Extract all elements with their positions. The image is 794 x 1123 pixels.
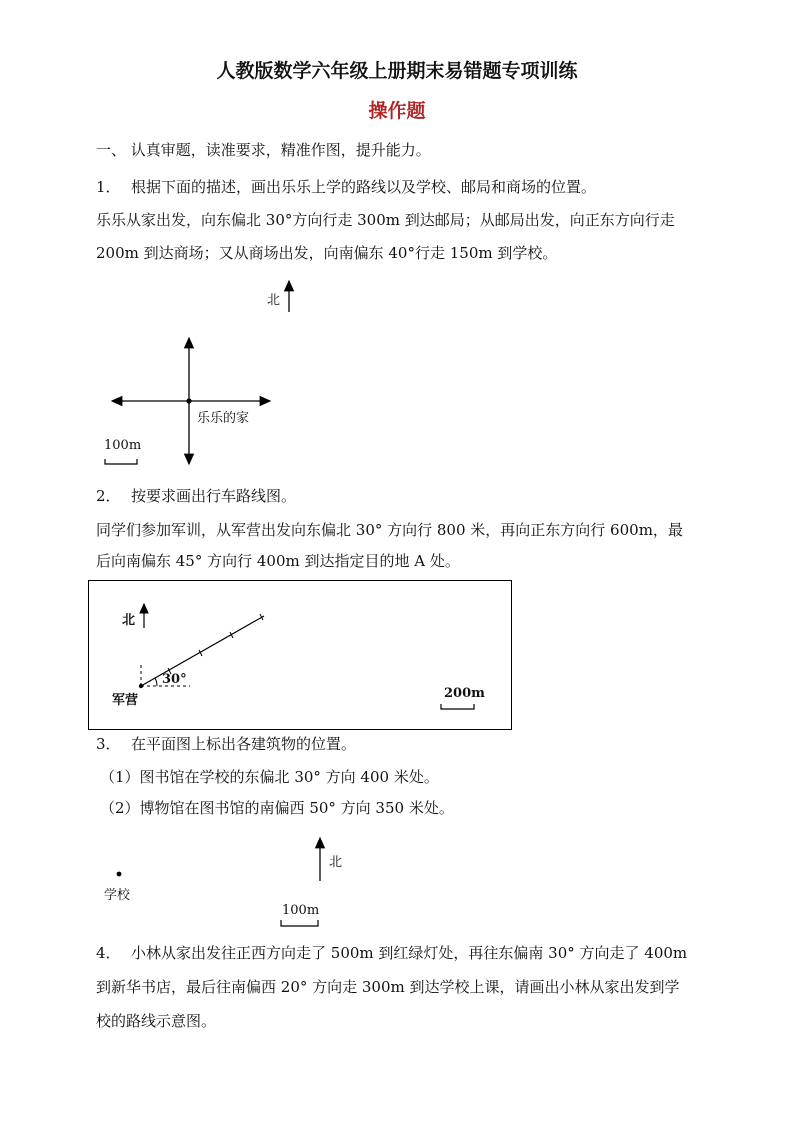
q2-prompt: 按要求画出行车路线图。 bbox=[131, 487, 297, 505]
q4-text-line3: 校的路线示意图。 bbox=[96, 1012, 217, 1030]
q4-text-line2: 到新华书店，最后往南偏西 20° 方向走 300m 到达学校上课，请画出小林从家出发到学 bbox=[96, 978, 680, 996]
q3-number: 3． bbox=[96, 735, 121, 753]
q3-scale-label: 100m bbox=[282, 903, 320, 918]
q1-text-line1: 乐乐从家出发，向东偏北 30°方向行走 300m 到达邮局；从邮局出发，向正东方向行走 bbox=[96, 211, 675, 229]
q2-text-line1: 同学们参加军训，从军营出发向东偏北 30° 方向行 800 米，再向正东方向行 600m，最 bbox=[96, 521, 683, 539]
q4-number: 4． bbox=[96, 944, 121, 962]
q1-text-line2: 200m 到达商场；又从商场出发，向南偏东 40°行走 150m 到学校。 bbox=[96, 244, 558, 262]
q3-north-label: 北 bbox=[329, 855, 343, 870]
q2-number: 2． bbox=[96, 487, 121, 505]
q1-north-label: 北 bbox=[267, 293, 281, 308]
q1-prompt: 根据下面的描述，画出乐乐上学的路线以及学校、邮局和商场的位置。 bbox=[131, 178, 597, 196]
q3-scale-bar bbox=[281, 920, 318, 926]
q2-text-line2: 后向南偏东 45° 方向行 400m 到达指定目的地 A 处。 bbox=[96, 552, 460, 570]
q3-school-point bbox=[117, 872, 122, 877]
q2-camp-label: 军营 bbox=[112, 693, 139, 708]
q2-north-label: 北 bbox=[122, 613, 136, 628]
page-subtitle: 操作题 bbox=[368, 100, 426, 122]
q3-sub2: （2）博物馆在图书馆的南偏西 50° 方向 350 米处。 bbox=[100, 799, 454, 817]
page-title: 人教版数学六年级上册期末易错题专项训练 bbox=[216, 60, 578, 82]
q3-prompt: 在平面图上标出各建筑物的位置。 bbox=[131, 735, 357, 753]
q1-home-label: 乐乐的家 bbox=[197, 411, 250, 426]
q2-scale-label: 200m bbox=[444, 686, 485, 701]
q1-scale-label: 100m bbox=[104, 438, 142, 453]
q1-number: 1． bbox=[96, 178, 121, 196]
section-heading: 一、 认真审题，读准要求，精准作图，提升能力。 bbox=[96, 141, 431, 159]
q2-angle-label: 30° bbox=[162, 672, 187, 687]
q3-sub1: （1）图书馆在学校的东偏北 30° 方向 400 米处。 bbox=[100, 768, 439, 786]
q4-text-line1: 小林从家出发往正西方向走了 500m 到红绿灯处，再往东偏南 30° 方向走了 400m bbox=[131, 944, 688, 962]
q3-school-label: 学校 bbox=[104, 888, 131, 903]
